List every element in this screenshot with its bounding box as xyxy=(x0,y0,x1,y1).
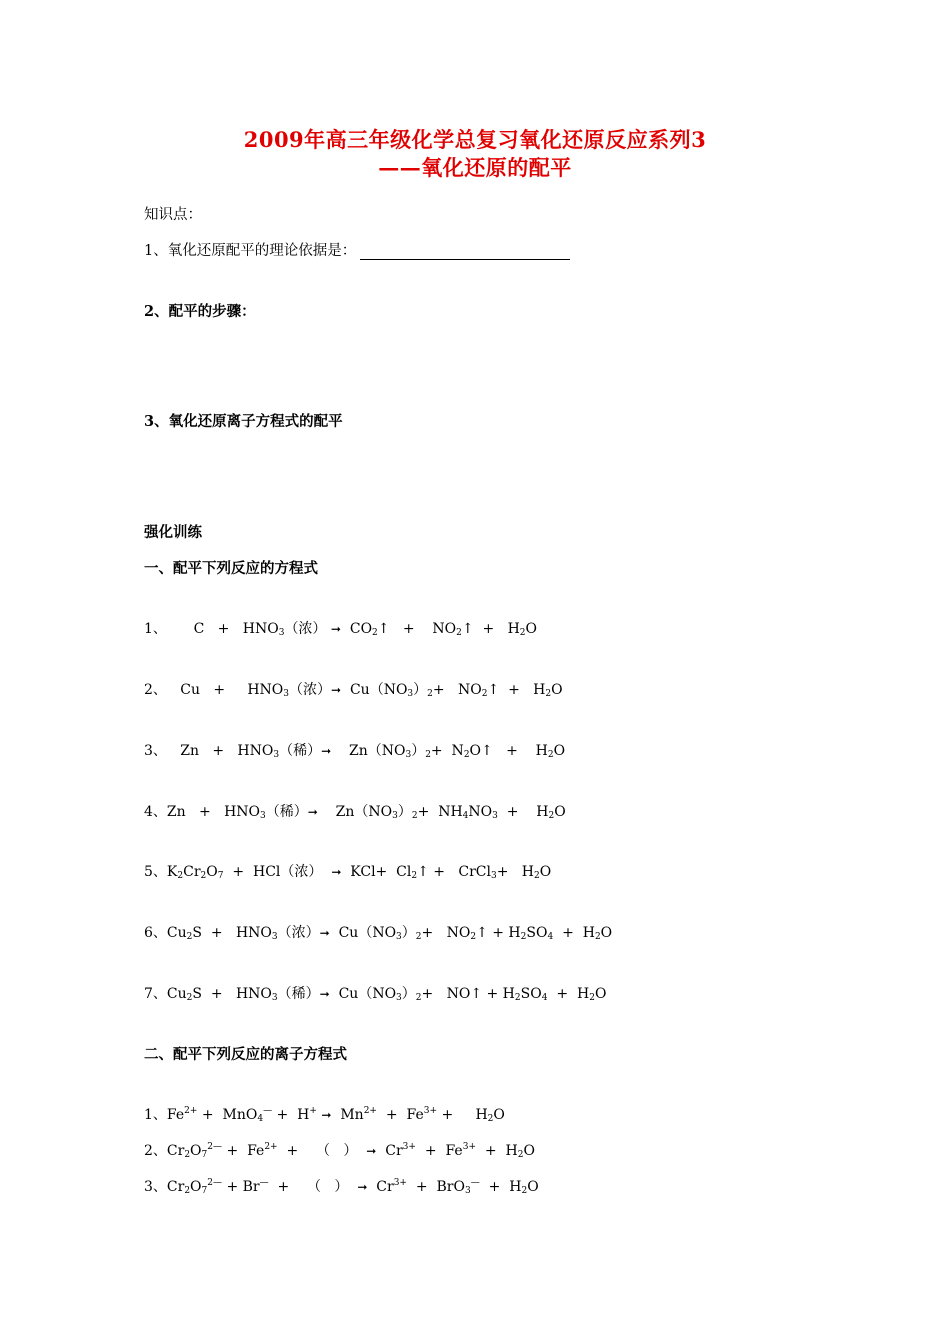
title-line-1: 2009年高三年级化学总复习氧化还原反应系列3 xyxy=(243,127,707,152)
knowledge-item-1 xyxy=(144,239,570,260)
knowledge-heading: 知识点： xyxy=(144,207,202,223)
equation-3: 3、 $Zn + HNO_3$（稀）➞ $Zn(NO_3)_2+$ $N_2O↑$ + $H_2O$ xyxy=(144,743,566,760)
title-line-2: ——氧化还原的配平 xyxy=(378,155,572,180)
answer-blank[interactable] xyxy=(360,245,570,260)
ionic-equation-3: 3、$Cr_2O_7^{2—} + Br^—$ + （ ） ➞ $Cr^{3+} + BrO_3^— + H_2O$ xyxy=(144,1178,539,1196)
equation-5: 5、$K_2Cr_2O_7 + HCl$（浓） ➞ $KCl+ Cl_2↑$ + CrCl$_3$+ $H_2O$ xyxy=(144,864,552,881)
training-heading: 强化训练 xyxy=(144,524,202,541)
ionic-equation-2: 2、$Cr_2O_7^{2—} + Fe^{2+}$ + （ ） ➞ $Cr^{3+} + Fe^{3+} + H_2O$ xyxy=(144,1142,535,1160)
equation-7: 7、$Cu_2S + HNO_3$（稀）➞ $Cu(NO_3)_2+$ NO↑ + $H_2SO_4 + H_2O$ xyxy=(144,986,607,1003)
knowledge-item-1-label: 1、氧化还原配平的理论依据是： xyxy=(144,243,357,259)
ionic-equation-1: 1、$Fe^{2+} + MnO_4^— + H^+$ ➞ $Mn^{2+} + Fe^{3+}$ + $H_2O$ xyxy=(144,1106,505,1124)
part2-heading: 二、配平下列反应的离子方程式 xyxy=(144,1046,347,1063)
equation-2: 2、 Cu + $HNO_3$（浓）➞ $Cu(NO_3)_2+$ $NO_2↑ + H_2O$ xyxy=(144,682,563,699)
equation-6: 6、$Cu_2S + HNO_3$（浓）➞ $Cu(NO_3)_2+$ $NO_2↑ + H_2SO_4 + H_2O$ xyxy=(144,925,613,942)
knowledge-item-3: 3、氧化还原离子方程式的配平 xyxy=(144,413,343,430)
equation-1: 1、 $C + HNO_3$（浓） ➞ $CO_2↑$ + $NO_2↑ + H_2O$ xyxy=(144,621,537,638)
part1-heading: 一、配平下列反应的方程式 xyxy=(144,560,318,577)
knowledge-item-2: 2、配平的步骤： xyxy=(144,303,256,320)
equation-4: 4、$Zn + HNO_3$（稀）➞ $Zn(NO_3)_2+ NH_4NO_3$ + $H_2O$ xyxy=(144,804,566,821)
